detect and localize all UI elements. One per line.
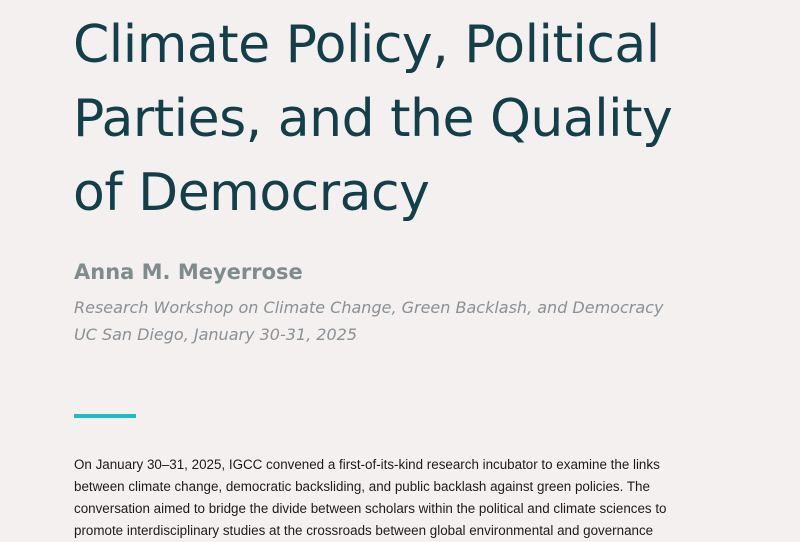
accent-divider <box>74 414 136 418</box>
body-paragraph <box>74 454 734 542</box>
event-name: Research Workshop on Climate Change, Green Backlash, and Democracy <box>74 298 664 317</box>
body-line: conversation aimed to bridge the divide between scholars within the political and climate sciences to <box>74 501 667 516</box>
body-line: promote interdisciplinary studies at the crossroads between global environmental and governance <box>74 523 654 538</box>
body-line: between climate change, democratic backsliding, and public backlash against green policies. The <box>74 479 650 494</box>
title-line: of Democracy <box>73 163 430 223</box>
title-line: Parties, and the Quality <box>73 89 673 149</box>
body-line: On January 30–31, 2025, IGCC convened a first-of-its-kind research incubator to examine the links <box>74 457 660 472</box>
title-line: Climate Policy, Political <box>73 15 660 75</box>
author-name: Anna M. Meyerrose <box>74 260 303 284</box>
event-location-date: UC San Diego, January 30-31, 2025 <box>74 325 358 344</box>
event-details <box>74 294 663 348</box>
document-title <box>73 8 773 230</box>
